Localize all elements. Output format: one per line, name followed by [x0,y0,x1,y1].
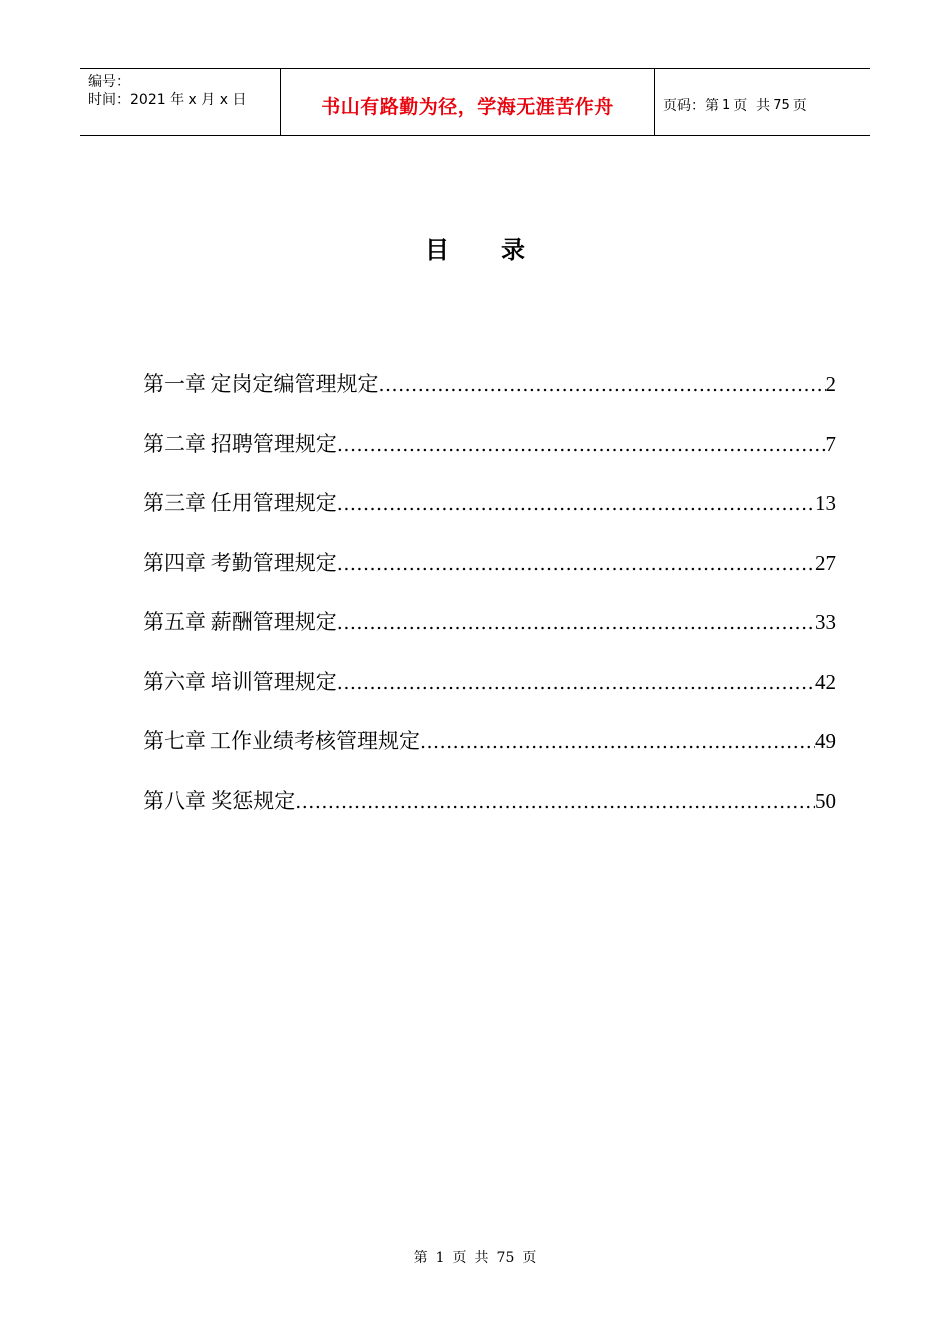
toc-chapter: 第六章 [143,669,206,694]
toc-page-number: 13 [815,491,836,515]
motto-text: 书山有路勤为径，学海无涯苦作舟 [321,95,614,118]
date-label: 时间： [88,92,130,108]
toc-leader-dots [337,434,826,456]
footer-current-page: 1 [435,1250,445,1266]
toc-entry-name: 工作业绩考核管理规定 [209,729,420,753]
header-motto-cell [281,69,655,135]
toc-leader-dots [337,553,815,575]
toc-entry-name: 定岗定编管理规定 [210,372,379,396]
toc-page-number: 7 [825,431,836,456]
toc-entry[interactable] [143,547,836,607]
toc-entry[interactable] [143,606,836,666]
toc-leader-dots [337,672,815,694]
toc-leader-dots [295,791,815,813]
toc-entry-name: 任用管理规定 [210,491,337,515]
toc-list [143,368,836,844]
footer-mid-1: 页 [452,1250,467,1266]
page-total: 75 [773,97,790,113]
serial-label: 编号： [88,74,130,90]
toc-title-char-2: 录 [501,236,525,264]
footer-prefix: 第 [413,1250,428,1266]
toc-entry-name: 招聘管理规定 [210,431,337,456]
page-mid: 页 共 [733,98,771,114]
toc-entry-name: 薪酬管理规定 [210,610,337,634]
toc-entry[interactable] [143,428,836,488]
toc-leader-dots [337,493,815,515]
toc-entry[interactable] [143,725,836,785]
toc-entry-name: 培训管理规定 [210,669,337,694]
toc-entry[interactable] [143,666,836,726]
toc-entry[interactable] [143,785,836,845]
footer-suffix: 页 [522,1250,537,1266]
toc-entry-name: 考勤管理规定 [210,550,337,575]
toc-chapter: 第四章 [143,550,206,575]
toc-entry-name: 奖惩规定 [211,788,296,813]
toc-entry[interactable] [143,368,836,428]
toc-title-char-1: 目 [425,236,449,264]
toc-chapter: 第一章 [143,372,206,396]
page-label: 页码：第 [663,98,719,114]
date-line [88,91,280,109]
toc-page-number: 49 [815,729,836,753]
header-page-cell [655,69,870,135]
page-footer [0,1247,950,1267]
toc-entry[interactable] [143,487,836,547]
footer-mid-2: 共 [474,1250,489,1266]
header-meta-cell [80,69,281,135]
document-header [80,68,870,136]
footer-total-pages: 75 [496,1250,515,1266]
toc-page-number: 50 [815,788,836,813]
toc-page-number: 27 [815,550,836,575]
toc-page-number: 2 [825,372,836,396]
toc-leader-dots [337,612,815,634]
toc-page-number: 42 [815,669,836,694]
toc-chapter: 第三章 [143,491,206,515]
toc-title [0,230,950,265]
toc-chapter: 第八章 [143,788,206,813]
toc-chapter: 第五章 [143,610,206,634]
date-value: 2021 年 x 月 x 日 [130,92,247,108]
toc-leader-dots [378,374,825,396]
toc-chapter: 第七章 [143,729,206,753]
toc-page-number: 33 [815,610,836,634]
toc-chapter: 第二章 [143,431,206,456]
page-current: 1 [722,97,731,113]
toc-leader-dots [420,731,815,753]
page-end: 页 [792,98,807,114]
